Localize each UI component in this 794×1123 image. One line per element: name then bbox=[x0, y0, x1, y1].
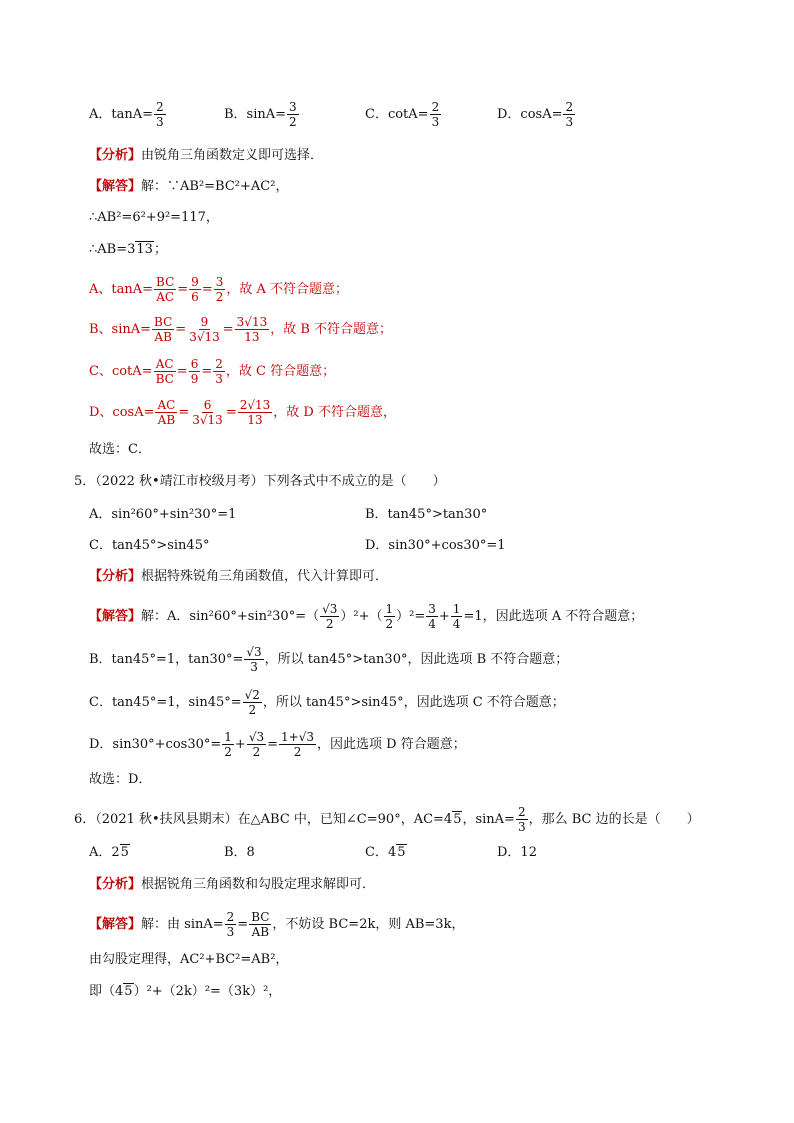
q6-analysis: 【分析】根据锐角三角函数和勾股定理求解即可． bbox=[89, 877, 376, 892]
q5-analysis: 【分析】根据特殊锐角三角函数值，代入计算即可． bbox=[89, 569, 389, 584]
q6-answer-2: 由勾股定理得，AC²+BC²=AB²， bbox=[89, 952, 289, 967]
answer-line-3: ∴AB=313； bbox=[89, 242, 167, 257]
option-c: C．cotA= $\frac{2}{3}$ bbox=[365, 100, 440, 129]
q6-option-b: B．8 bbox=[224, 845, 255, 860]
q6-option-c: C．45 bbox=[365, 845, 406, 860]
q4-option-d-line: D、cosA= $\frac{AC}{AB}$ = $\frac{6}{3√13}$ = $\frac{2√13}{13}$ ，故 D 不符合题意， bbox=[89, 398, 396, 427]
option-a: A．tanA= $\frac{2}{3}$ bbox=[89, 100, 164, 129]
q5-option-c: C．tan45°>sin45° bbox=[89, 538, 210, 553]
q4-option-c-line: C、cotA= $\frac{AC}{BC}$ = $\frac{6}{9}$ = $\frac{2}{3}$ ，故 C 符合题意； bbox=[89, 357, 336, 386]
answer-line-2: ∴AB²=6²+9²=117， bbox=[89, 210, 219, 225]
q6-option-a: A．25 bbox=[89, 845, 129, 860]
answer-line: 【解答】解：∵AB²=BC²+AC²， bbox=[89, 179, 289, 194]
q4-option-a-line: A、tanA= $\frac{BC}{AC}$ = $\frac{9}{6}$ = $\frac{3}{2}$ ，故 A 不符合题意； bbox=[89, 275, 349, 304]
q4-choose: 故选：C． bbox=[89, 442, 151, 457]
q5-option-b: B．tan45°>tan30° bbox=[365, 507, 488, 522]
option-b: B．sinA= $\frac{3}{2}$ bbox=[224, 100, 297, 129]
q6-answer-3: 即（45）²+（2k）²=（3k）²， bbox=[89, 984, 282, 999]
q4-option-b-line: B、sinA= $\frac{BC}{AB}$ = $\frac{9}{3√13}$ = $\frac{3√13}{13}$ ，故 B 不符合题意； bbox=[89, 315, 393, 344]
q5-stem: 5．（2022 秋•靖江市校级月考）下列各式中不成立的是（ ） bbox=[74, 474, 446, 489]
q6-stem: 6．（2021 秋•扶风县期末）在△ABC 中，已知∠C=90°，AC=45，sinA= $\frac{2}{3}$ ，那么 BC 边的长是（ ） bbox=[74, 805, 700, 834]
q5-answer-c: C．tan45°=1，sin45°= $\frac{√2}{2}$ ，所以 tan45°>sin45°，因此选项 C 不符合题意； bbox=[89, 688, 565, 717]
q5-choose: 故选：D． bbox=[89, 772, 152, 787]
q5-answer-d: D．sin30°+cos30°= $\frac{1}{2}$ + $\frac{√3}{2}$ = $\frac{1+√3}{2}$ ，因此选项 D 符合题意； bbox=[89, 730, 466, 759]
q6-answer: 【解答】解：由 sinA= $\frac{2}{3}$ = $\frac{BC}{AB}$ ，不妨设 BC=2k，则 AB=3k， bbox=[89, 910, 465, 939]
option-d: D．cosA= $\frac{2}{3}$ bbox=[497, 100, 574, 129]
q5-answer-b: B．tan45°=1，tan30°= $\frac{√3}{3}$ ，所以 tan45°>tan30°，因此选项 B 不符合题意； bbox=[89, 645, 569, 674]
q5-option-d: D．sin30°+cos30°=1 bbox=[365, 538, 506, 553]
q6-option-d: D．12 bbox=[497, 845, 537, 860]
q5-option-a: A．sin²60°+sin²30°=1 bbox=[89, 507, 237, 522]
analysis-line: 【分析】由锐角三角函数定义即可选择． bbox=[89, 148, 324, 163]
q5-answer-a: 【解答】解：A．sin²60°+sin²30°=（ $\frac{√3}{2}$ ）²+（ $\frac{1}{2}$ ）²= $\frac{3}{4}$ + $\frac{1}{4}$ =1，因此选项 A 不符合题意； bbox=[89, 602, 644, 631]
